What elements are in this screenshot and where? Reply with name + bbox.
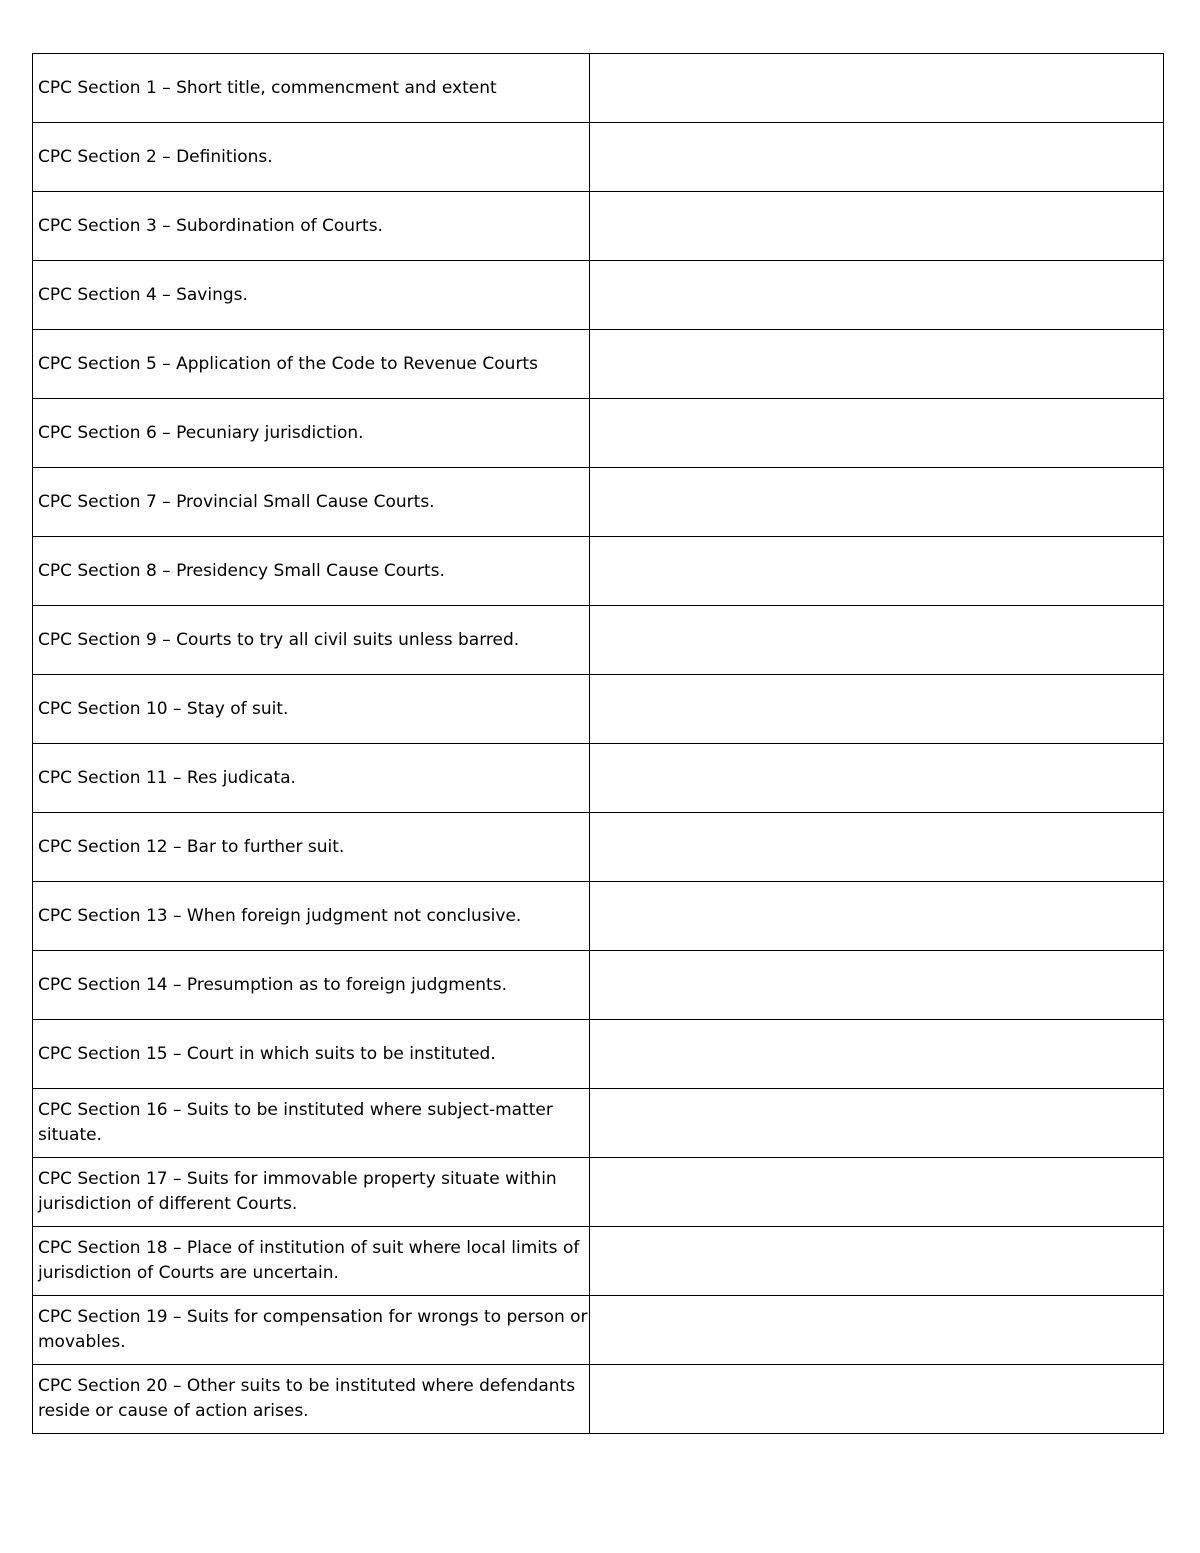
table-row <box>33 1089 1164 1158</box>
empty-cell <box>590 1020 1164 1089</box>
table-row <box>33 882 1164 951</box>
section-title-cell: CPC Section 15 – Court in which suits to be instituted. <box>33 1020 590 1089</box>
table-row <box>33 744 1164 813</box>
table-row <box>33 261 1164 330</box>
section-title-cell: CPC Section 7 – Provincial Small Cause Courts. <box>33 468 590 537</box>
table-row <box>33 1227 1164 1296</box>
section-title-cell: CPC Section 9 – Courts to try all civil suits unless barred. <box>33 606 590 675</box>
sections-table-body <box>33 54 1164 1434</box>
section-title-cell: CPC Section 20 – Other suits to be instituted where defendants reside or cause of action arises. <box>33 1365 590 1434</box>
section-title-cell: CPC Section 17 – Suits for immovable property situate within jurisdiction of different Courts. <box>33 1158 590 1227</box>
empty-cell <box>590 813 1164 882</box>
section-title-cell: CPC Section 5 – Application of the Code to Revenue Courts <box>33 330 590 399</box>
empty-cell <box>590 1158 1164 1227</box>
table-row <box>33 1296 1164 1365</box>
section-title-cell: CPC Section 4 – Savings. <box>33 261 590 330</box>
table-row <box>33 951 1164 1020</box>
table-row <box>33 537 1164 606</box>
table-row <box>33 399 1164 468</box>
table-row <box>33 468 1164 537</box>
table-row <box>33 123 1164 192</box>
sections-table <box>32 53 1164 1434</box>
empty-cell <box>590 882 1164 951</box>
table-row <box>33 1365 1164 1434</box>
empty-cell <box>590 537 1164 606</box>
section-title-cell: CPC Section 2 – Definitions. <box>33 123 590 192</box>
section-title-cell: CPC Section 10 – Stay of suit. <box>33 675 590 744</box>
section-title-cell: CPC Section 14 – Presumption as to foreign judgments. <box>33 951 590 1020</box>
empty-cell <box>590 399 1164 468</box>
table-row <box>33 606 1164 675</box>
section-title-cell: CPC Section 12 – Bar to further suit. <box>33 813 590 882</box>
section-title-cell: CPC Section 3 – Subordination of Courts. <box>33 192 590 261</box>
table-row <box>33 675 1164 744</box>
empty-cell <box>590 744 1164 813</box>
empty-cell <box>590 951 1164 1020</box>
empty-cell <box>590 468 1164 537</box>
empty-cell <box>590 54 1164 123</box>
table-row <box>33 1158 1164 1227</box>
table-row <box>33 54 1164 123</box>
empty-cell <box>590 1296 1164 1365</box>
section-title-cell: CPC Section 13 – When foreign judgment not conclusive. <box>33 882 590 951</box>
empty-cell <box>590 606 1164 675</box>
table-row <box>33 330 1164 399</box>
table-row <box>33 813 1164 882</box>
section-title-cell: CPC Section 1 – Short title, commencment and extent <box>33 54 590 123</box>
empty-cell <box>590 330 1164 399</box>
empty-cell <box>590 192 1164 261</box>
section-title-cell: CPC Section 16 – Suits to be instituted where subject-matter situate. <box>33 1089 590 1158</box>
empty-cell <box>590 123 1164 192</box>
empty-cell <box>590 1089 1164 1158</box>
empty-cell <box>590 1365 1164 1434</box>
table-row <box>33 1020 1164 1089</box>
table-row <box>33 192 1164 261</box>
section-title-cell: CPC Section 19 – Suits for compensation for wrongs to person or movables. <box>33 1296 590 1365</box>
empty-cell <box>590 675 1164 744</box>
section-title-cell: CPC Section 6 – Pecuniary jurisdiction. <box>33 399 590 468</box>
section-title-cell: CPC Section 18 – Place of institution of suit where local limits of jurisdiction of Courts are uncertain. <box>33 1227 590 1296</box>
empty-cell <box>590 261 1164 330</box>
empty-cell <box>590 1227 1164 1296</box>
section-title-cell: CPC Section 8 – Presidency Small Cause Courts. <box>33 537 590 606</box>
section-title-cell: CPC Section 11 – Res judicata. <box>33 744 590 813</box>
